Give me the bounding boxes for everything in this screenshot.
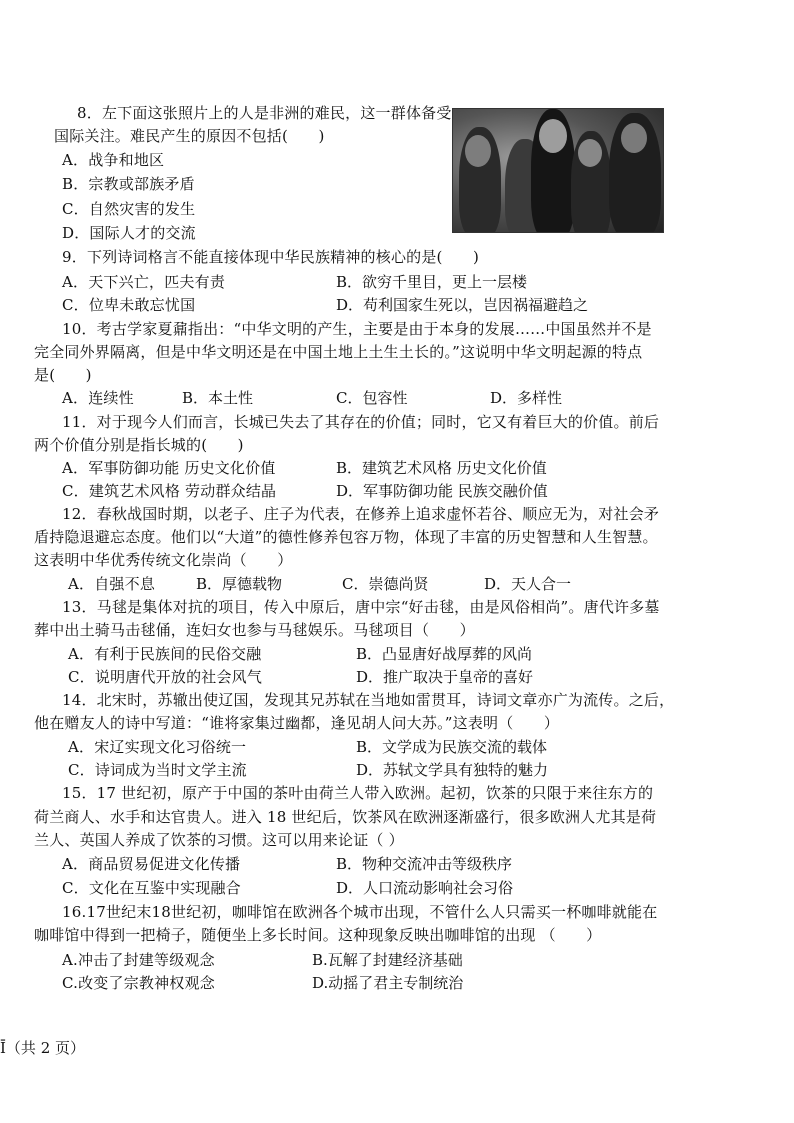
q10-option-b: B．本土性 — [182, 389, 254, 407]
q16-option-b: B.瓦解了封建经济基础 — [312, 951, 463, 969]
q12-stem-line3: 这表明中华优秀传统文化崇尚（ ） — [34, 551, 293, 569]
q16-option-a: A.冲击了封建等级观念 — [62, 951, 215, 969]
q15-option-b: B．物种交流冲击等级秩序 — [336, 855, 513, 873]
q13-option-a: A．有利于民族间的民俗交融 — [68, 645, 262, 663]
q12-option-c: C．崇德尚贤 — [342, 575, 429, 593]
q11-option-d: D．军事防御功能 民族交融价值 — [336, 482, 548, 500]
q12-stem-line1: 12．春秋战国时期，以老子、庄子为代表，在修养上追求虚怀若谷、顺应无为，对社会矛 — [62, 505, 660, 523]
q10-stem-line1: 10．考古学家夏鼐指出：“中华文明的产生，主要是由于本身的发展……中国虽然并不是 — [62, 320, 652, 338]
page-footer: Ī（共 2 页） — [0, 1039, 86, 1057]
q8-stem-line1: 8．左下面这张照片上的人是非洲的难民，这一群体备受 — [77, 104, 452, 122]
q15-option-a: A．商品贸易促进文化传播 — [62, 855, 241, 873]
q15-stem-line3: 兰人、英国人养成了饮茶的习惯。这可以用来论证（ ） — [34, 831, 404, 849]
q14-stem-line1: 14．北宋时，苏辙出使辽国，发现其兄苏轼在当地如雷贯耳，诗词文章亦广为流传。之后， — [62, 691, 675, 709]
q8-option-a: A．战争和地区 — [62, 151, 165, 169]
q14-option-d: D．苏轼文学具有独特的魅力 — [356, 761, 549, 779]
q12-option-d: D．天人合一 — [484, 575, 572, 593]
q11-option-b: B．建筑艺术风格 历史文化价值 — [336, 459, 547, 477]
q9-option-b: B．欲穷千里目，更上一层楼 — [336, 273, 528, 291]
q10-option-d: D．多样性 — [490, 389, 563, 407]
q11-option-c: C．建筑艺术风格 劳动群众结晶 — [62, 482, 277, 500]
q14-stem-line2: 他在赠友人的诗中写道：“谁将家集过幽都，逢见胡人问大苏。”这表明（ ） — [34, 714, 560, 732]
q16-option-c: C.改变了宗教神权观念 — [62, 974, 215, 992]
q10-option-c: C．包容性 — [336, 389, 408, 407]
q12-stem-line2: 盾持隐退避忘态度。他们以“大道”的德性修养包容万物，体现了丰富的历史智慧和人生智慧。 — [34, 528, 658, 546]
q13-stem-line2: 葬中出土骑马击毬俑，连妇女也参与马毬娱乐。马毬项目（ ） — [34, 621, 475, 639]
q9-option-a: A．天下兴亡，匹夫有责 — [62, 273, 226, 291]
q14-option-b: B．文学成为民族交流的载体 — [356, 738, 548, 756]
refugee-photo — [452, 108, 664, 233]
q8-stem-line2: 国际关注。难民产生的原因不包括( ) — [54, 127, 325, 145]
q11-option-a: A．军事防御功能 历史文化价值 — [62, 459, 276, 477]
q13-option-d: D．推广取决于皇帝的喜好 — [356, 668, 534, 686]
q10-stem-line2: 完全同外界隔离，但是中华文明还是在中国土地上土生土长的。”这说明中华文明起源的特点 — [34, 343, 643, 361]
q8-option-d: D．国际人才的交流 — [62, 224, 196, 242]
q16-option-d: D.动摇了君主专制统治 — [312, 974, 464, 992]
q15-option-c: C．文化在互鉴中实现融合 — [62, 879, 241, 897]
q8-option-c: C．自然灾害的发生 — [62, 200, 196, 218]
q12-option-b: B．厚德载物 — [196, 575, 283, 593]
q14-option-a: A．宋辽实现文化习俗统一 — [68, 738, 247, 756]
q14-option-c: C．诗词成为当时文学主流 — [68, 761, 247, 779]
q11-stem-line1: 11．对于现今人们而言，长城已失去了其存在的价值；同时，它又有着巨大的价值。前后 — [62, 413, 660, 431]
q15-stem-line1: 15．17 世纪初，原产于中国的茶叶由荷兰人带入欧洲。起初，饮茶的只限于来往东方的 — [62, 784, 654, 802]
q8-option-b: B．宗教或部族矛盾 — [62, 175, 195, 193]
q13-option-b: B．凸显唐好战厚葬的风尚 — [356, 645, 533, 663]
q15-stem-line2: 荷兰商人、水手和达官贵人。进入 18 世纪后，饮茶风在欧洲逐渐盛行，很多欧洲人尤其是荷 — [34, 808, 657, 826]
q10-option-a: A．连续性 — [62, 389, 134, 407]
q15-option-d: D．人口流动影响社会习俗 — [336, 879, 514, 897]
q16-stem-line2: 咖啡馆中得到一把椅子，随便坐上多长时间。这种现象反映出咖啡馆的出现 （ ） — [34, 926, 602, 944]
q10-stem-line3: 是( ) — [34, 366, 92, 384]
q9-option-d: D．苟利国家生死以，岂因祸福避趋之 — [336, 296, 589, 314]
q13-option-c: C．说明唐代开放的社会风气 — [68, 668, 263, 686]
q11-stem-line2: 两个价值分别是指长城的( ) — [34, 436, 244, 454]
q12-option-a: A．自强不息 — [68, 575, 156, 593]
q16-stem-line1: 16.17世纪末18世纪初，咖啡馆在欧洲各个城市出现，不管什么人只需买一杯咖啡就能在 — [62, 903, 658, 921]
q9-option-c: C．位卑未敢忘忧国 — [62, 296, 196, 314]
q9-stem: 9．下列诗词格言不能直接体现中华民族精神的核心的是( ) — [62, 248, 480, 266]
q13-stem-line1: 13．马毬是集体对抗的项目，传入中原后，唐中宗“好击毬，由是风俗相尚”。唐代许多墓 — [62, 598, 660, 616]
